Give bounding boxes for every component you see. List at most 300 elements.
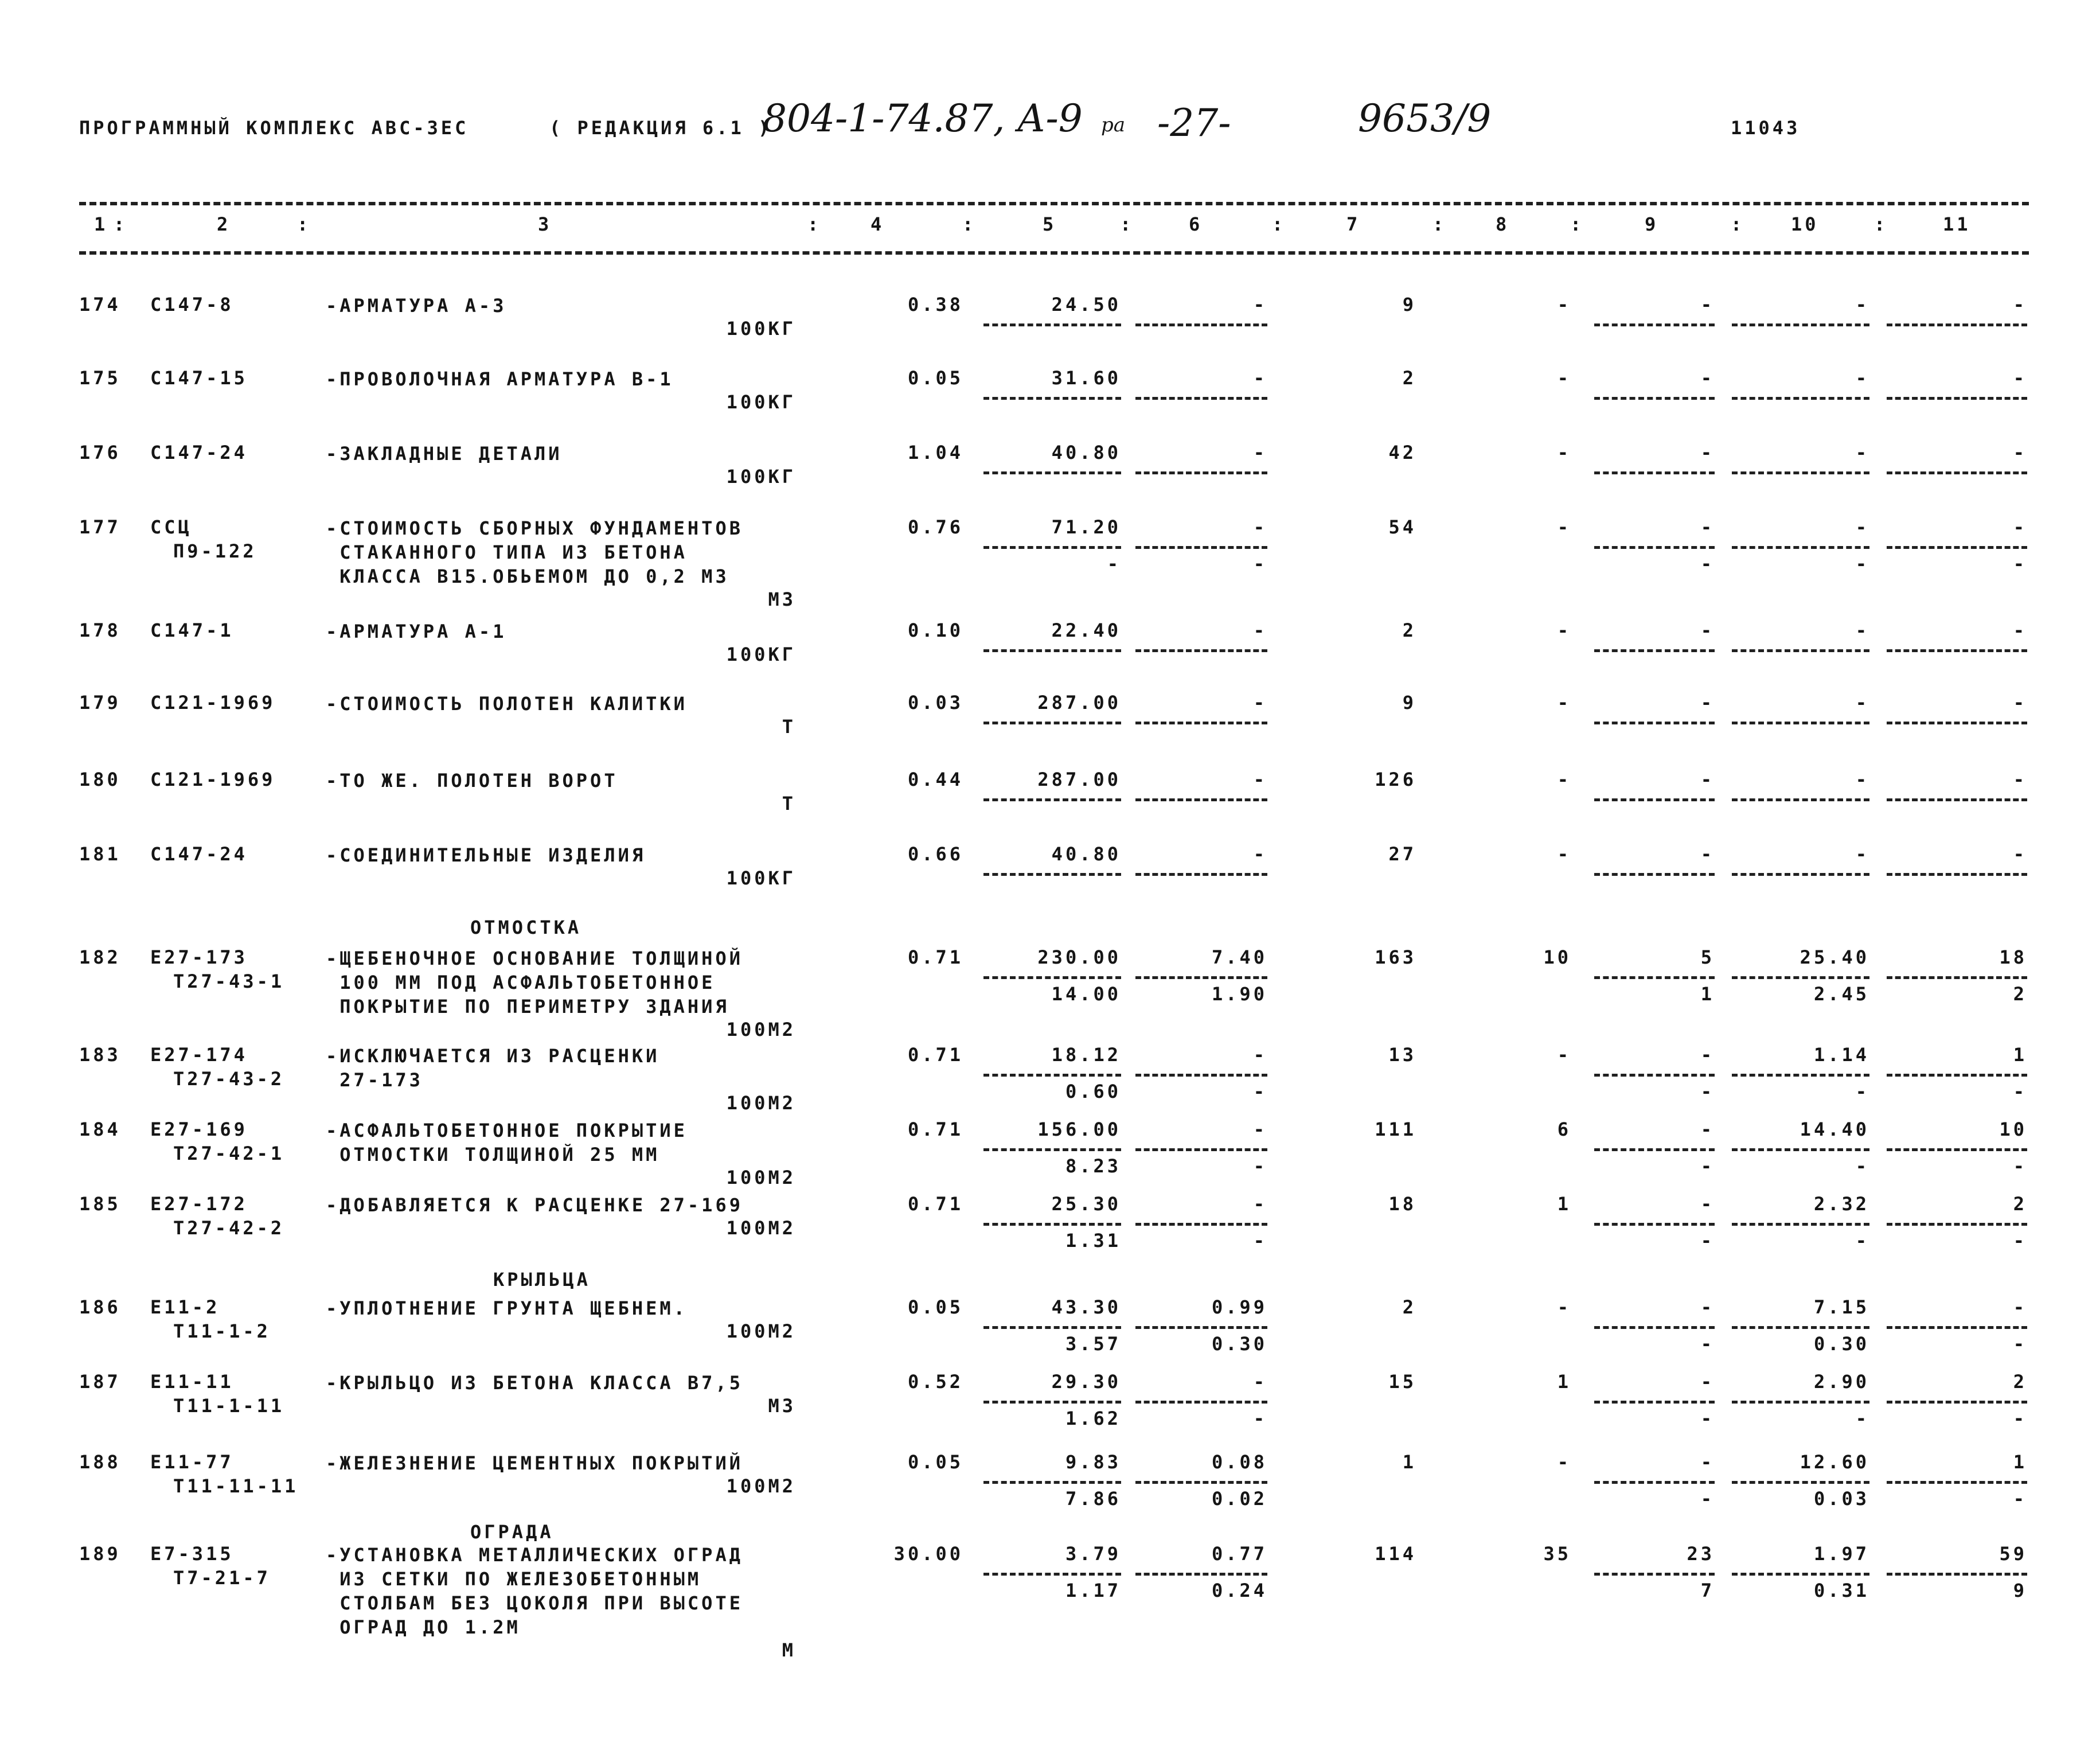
cell-divider [983, 649, 1121, 652]
labor-total-secondary: - [1700, 1408, 1715, 1429]
cell-divider [1732, 1573, 1869, 1576]
unit-cost-wages: 8.23 [1065, 1155, 1121, 1177]
column-header-7: 7 [1346, 213, 1361, 235]
rate-code-secondary: Т27-43-2 [173, 1068, 285, 1090]
unit-of-measure: 100М2 [726, 1167, 796, 1188]
unit-cost-machines: - [1253, 516, 1267, 538]
quantity: 1.04 [907, 442, 963, 463]
row-number: 187 [79, 1371, 121, 1393]
labor-costs-secondary: - [2013, 1333, 2027, 1355]
unit-cost-total: 22.40 [1051, 619, 1121, 641]
row-number: 176 [79, 442, 121, 463]
labor-total: 23 [1687, 1543, 1715, 1565]
cell-divider [1887, 1326, 2027, 1329]
table-row [0, 946, 2100, 1040]
unit-cost-wages: 14.00 [1051, 983, 1121, 1005]
wages-total: 35 [1543, 1543, 1571, 1565]
wages-total: 6 [1557, 1118, 1571, 1140]
wages-total: 1 [1557, 1193, 1571, 1215]
section-title-ograda: ОГРАДА [470, 1521, 554, 1543]
wages-total: 1 [1557, 1371, 1571, 1393]
table-row [0, 843, 2100, 912]
row-number: 174 [79, 294, 121, 315]
column-header-11: 11 [1943, 213, 1971, 235]
cell-divider [983, 323, 1121, 326]
unit-of-measure: М3 [768, 588, 796, 610]
cell-divider [1594, 1074, 1715, 1077]
labor-total: - [1700, 294, 1715, 315]
cell-divider [1732, 722, 1869, 724]
labor-per-unit-secondary: - [1855, 1155, 1869, 1177]
cell-divider [1887, 798, 2027, 801]
table-row [0, 1193, 2100, 1262]
rate-code: Е11-2 [150, 1296, 220, 1318]
labor-costs-secondary: 9 [2013, 1580, 2027, 1601]
rate-code: ССЦ [150, 516, 192, 538]
rate-code-secondary: П9-122 [173, 540, 257, 562]
cell-divider [1594, 1401, 1715, 1404]
table-row [0, 1371, 2100, 1440]
labor-total: - [1700, 1296, 1715, 1318]
cell-divider [1887, 323, 2027, 326]
section-title-otmostka: ОТМОСТКА [470, 917, 582, 938]
unit-of-measure: 100КГ [726, 867, 796, 889]
unit-of-measure: 100КГ [726, 466, 796, 488]
quantity: 0.71 [907, 1044, 963, 1066]
table-top-rule [79, 202, 2029, 205]
unit-cost-total: 29.30 [1051, 1371, 1121, 1393]
work-description: -ИСКЛЮЧАЕТСЯ ИЗ РАСЦЕНКИ 27-173 [326, 1045, 660, 1091]
labor-costs: - [2013, 692, 2027, 714]
cell-divider [1135, 1223, 1267, 1226]
rate-code-secondary: Т11-1-11 [173, 1395, 285, 1417]
handwritten-project-code: 804-1-74.87, А-9 [763, 96, 1083, 141]
table-row [0, 692, 2100, 761]
cell-divider [983, 1223, 1121, 1226]
cell-divider [1594, 323, 1715, 326]
unit-cost-machines: - [1253, 769, 1267, 790]
labor-total: - [1700, 1044, 1715, 1066]
rate-code: Е27-169 [150, 1118, 248, 1140]
labor-costs: 10 [1999, 1118, 2027, 1140]
unit-cost-total: 9.83 [1065, 1451, 1121, 1473]
total-cost: 27 [1388, 843, 1416, 865]
cell-divider [1732, 471, 1869, 474]
unit-cost-total: 287.00 [1037, 692, 1121, 714]
cell-divider [1594, 546, 1715, 549]
handwritten-note: ра [1101, 114, 1126, 137]
cell-divider [983, 1573, 1121, 1576]
work-description: -АСФАЛЬТОБЕТОННОЕ ПОКРЫТИЕ ОТМОСТКИ ТОЛЩИНОЙ 25 ММ [326, 1120, 688, 1165]
total-cost: 15 [1388, 1371, 1416, 1393]
cell-divider [1594, 1148, 1715, 1151]
column-header-2: 2 [217, 213, 231, 235]
unit-cost-total: 40.80 [1051, 442, 1121, 463]
cell-divider [1732, 1148, 1869, 1151]
rate-code-secondary: Т7-21-7 [173, 1567, 271, 1589]
labor-per-unit-secondary: 0.30 [1813, 1333, 1869, 1355]
total-cost: 18 [1388, 1193, 1416, 1215]
unit-of-measure: М [782, 1639, 796, 1661]
cell-divider [1594, 1326, 1715, 1329]
wages-total: - [1557, 1451, 1571, 1473]
column-number-header: 1 : 2 : 3 : 4 : 5 : 6 : 7 : 8 : 9 : 10 : 11 [94, 213, 1971, 235]
labor-total: - [1700, 442, 1715, 463]
labor-per-unit: - [1855, 442, 1869, 463]
labor-per-unit: 25.40 [1800, 946, 1869, 968]
rate-code-secondary: Т11-1-2 [173, 1320, 271, 1342]
table-row [0, 1118, 2100, 1187]
row-number: 181 [79, 843, 121, 865]
labor-costs-secondary: - [2013, 1408, 2027, 1429]
quantity: 0.71 [907, 1118, 963, 1140]
rate-code: Е27-172 [150, 1193, 248, 1215]
rate-code: С121-1969 [150, 692, 276, 714]
total-cost: 9 [1402, 692, 1416, 714]
cell-divider [1594, 722, 1715, 724]
rate-code: Е11-77 [150, 1451, 234, 1473]
labor-total-secondary: - [1700, 1081, 1715, 1102]
rate-code: Е27-174 [150, 1044, 248, 1066]
rate-code: Е27-173 [150, 946, 248, 968]
unit-cost-machine-wages: - [1253, 553, 1267, 575]
cell-divider [1887, 976, 2027, 979]
rate-code-secondary: Т27-42-2 [173, 1217, 285, 1239]
wages-total: - [1557, 1044, 1571, 1066]
labor-per-unit: - [1855, 769, 1869, 790]
unit-cost-machines: - [1253, 692, 1267, 714]
total-cost: 163 [1375, 946, 1416, 968]
section-title-krylca: КРЫЛЬЦА [493, 1269, 591, 1291]
quantity: 0.76 [907, 516, 963, 538]
column-header-1: 1 [94, 213, 108, 235]
cell-divider [983, 1401, 1121, 1404]
cell-divider [1135, 976, 1267, 979]
work-description: -ТО ЖЕ. ПОЛОТЕН ВОРОТ [326, 770, 618, 792]
labor-total: - [1700, 843, 1715, 865]
labor-costs-secondary: - [2013, 1081, 2027, 1102]
quantity: 0.38 [907, 294, 963, 315]
rate-code: Е7-315 [150, 1543, 234, 1565]
quantity: 0.71 [907, 1193, 963, 1215]
unit-cost-machine-wages: 1.90 [1211, 983, 1267, 1005]
wages-total: 10 [1543, 946, 1571, 968]
unit-cost-machine-wages: - [1253, 1408, 1267, 1429]
row-number: 182 [79, 946, 121, 968]
cell-divider [983, 397, 1121, 400]
rate-code-secondary: Т27-42-1 [173, 1143, 285, 1164]
labor-total-secondary: - [1700, 553, 1715, 575]
unit-cost-wages: 1.62 [1065, 1408, 1121, 1429]
labor-total: - [1700, 1193, 1715, 1215]
unit-of-measure: 100КГ [726, 318, 796, 340]
document-number: 11043 [1731, 117, 1801, 139]
row-number: 180 [79, 769, 121, 790]
total-cost: 9 [1402, 294, 1416, 315]
cell-divider [1732, 1326, 1869, 1329]
table-row [0, 294, 2100, 362]
cell-divider [1135, 649, 1267, 652]
cell-divider [1135, 323, 1267, 326]
cell-divider [1135, 1074, 1267, 1077]
unit-cost-total: 25.30 [1051, 1193, 1121, 1215]
total-cost: 111 [1375, 1118, 1416, 1140]
cell-divider [1732, 1401, 1869, 1404]
unit-cost-wages: - [1107, 553, 1121, 575]
labor-per-unit-secondary: - [1855, 1230, 1869, 1252]
table-row [0, 1044, 2100, 1113]
table-row [0, 1543, 2100, 1661]
edition-label: ( РЕДАКЦИЯ 6.1 ) [549, 117, 772, 139]
labor-per-unit-secondary: 0.31 [1813, 1580, 1869, 1601]
unit-cost-machines: - [1253, 294, 1267, 315]
total-cost: 13 [1388, 1044, 1416, 1066]
unit-cost-total: 156.00 [1037, 1118, 1121, 1140]
work-description: -ЩЕБЕНОЧНОЕ ОСНОВАНИЕ ТОЛЩИНОЙ 100 ММ ПОД АСФАЛЬТОБЕТОННОЕ ПОКРЫТИЕ ПО ПЕРИМЕТРУ ЗДАНИЯ [326, 948, 743, 1018]
page-number: -27- [1157, 101, 1231, 145]
row-number: 185 [79, 1193, 121, 1215]
total-cost: 2 [1402, 367, 1416, 389]
table-row [0, 619, 2100, 688]
work-description: -ЗАКЛАДНЫЕ ДЕТАЛИ [326, 443, 563, 465]
labor-costs: 2 [2013, 1371, 2027, 1393]
labor-per-unit: 7.15 [1813, 1296, 1869, 1318]
unit-cost-machine-wages: 0.02 [1211, 1488, 1267, 1510]
unit-cost-total: 40.80 [1051, 843, 1121, 865]
labor-total: - [1700, 367, 1715, 389]
cell-divider [1732, 873, 1869, 876]
wages-total: - [1557, 769, 1571, 790]
cell-divider [1135, 1573, 1267, 1576]
quantity: 0.03 [907, 692, 963, 714]
labor-per-unit: - [1855, 619, 1869, 641]
work-description: -ДОБАВЛЯЕТСЯ К РАСЦЕНКЕ 27-169 [326, 1194, 743, 1216]
total-cost: 1 [1402, 1451, 1416, 1473]
labor-per-unit: 2.90 [1813, 1371, 1869, 1393]
table-row [0, 442, 2100, 510]
labor-per-unit-secondary: - [1855, 553, 1869, 575]
unit-cost-machine-wages: - [1253, 1230, 1267, 1252]
quantity: 0.52 [907, 1371, 963, 1393]
cell-divider [983, 471, 1121, 474]
labor-costs: - [2013, 619, 2027, 641]
unit-cost-wages: 1.31 [1065, 1230, 1121, 1252]
column-header-10: 10 [1791, 213, 1819, 235]
cell-divider [1135, 873, 1267, 876]
cell-divider [1594, 873, 1715, 876]
wages-total: - [1557, 692, 1571, 714]
total-cost: 2 [1402, 619, 1416, 641]
cell-divider [1732, 798, 1869, 801]
unit-cost-total: 31.60 [1051, 367, 1121, 389]
unit-cost-machine-wages: 0.30 [1211, 1333, 1267, 1355]
cell-divider [1135, 1148, 1267, 1151]
table-header-rule [79, 251, 2029, 255]
labor-costs-secondary: 2 [2013, 983, 2027, 1005]
cell-divider [1135, 798, 1267, 801]
table-row [0, 769, 2100, 837]
wages-total: - [1557, 1296, 1571, 1318]
column-header-4: 4 [871, 213, 885, 235]
work-description: -КРЫЛЬЦО ИЗ БЕТОНА КЛАССА В7,5 [326, 1372, 743, 1394]
row-number: 186 [79, 1296, 121, 1318]
quantity: 0.05 [907, 1451, 963, 1473]
unit-cost-machines: 0.77 [1211, 1543, 1267, 1565]
cell-divider [1887, 471, 2027, 474]
labor-costs: - [2013, 367, 2027, 389]
labor-costs: 2 [2013, 1193, 2027, 1215]
cell-divider [1887, 1223, 2027, 1226]
total-cost: 42 [1388, 442, 1416, 463]
rate-code-secondary: Т27-43-1 [173, 970, 285, 992]
rate-code: С147-8 [150, 294, 234, 315]
cell-divider [983, 722, 1121, 724]
unit-cost-machines: - [1253, 843, 1267, 865]
table-row [0, 1451, 2100, 1520]
work-description: -АРМАТУРА А-1 [326, 621, 507, 642]
row-number: 179 [79, 692, 121, 714]
labor-per-unit-secondary: - [1855, 1408, 1869, 1429]
unit-cost-machines: - [1253, 442, 1267, 463]
cell-divider [1594, 798, 1715, 801]
work-description: -УПЛОТНЕНИЕ ГРУНТА ЩЕБНЕМ. [326, 1297, 688, 1319]
cell-divider [1594, 471, 1715, 474]
unit-cost-machine-wages: - [1253, 1081, 1267, 1102]
wages-total: - [1557, 367, 1571, 389]
total-cost: 114 [1375, 1543, 1416, 1565]
work-description: -УСТАНОВКА МЕТАЛЛИЧЕСКИХ ОГРАД ИЗ СЕТКИ ПО ЖЕЛЕЗОБЕТОННЫМ СТОЛБАМ БЕЗ ЦОКОЛЯ ПРИ ВЫСОТЕ ОГРАД ДО 1.2М [326, 1544, 743, 1638]
unit-of-measure: 100КГ [726, 644, 796, 665]
quantity: 0.10 [907, 619, 963, 641]
cell-divider [1594, 976, 1715, 979]
labor-total: - [1700, 619, 1715, 641]
labor-costs: - [2013, 294, 2027, 315]
cell-divider [1135, 546, 1267, 549]
cell-divider [1887, 649, 2027, 652]
labor-costs-secondary: - [2013, 1155, 2027, 1177]
unit-cost-total: 71.20 [1051, 516, 1121, 538]
unit-cost-total: 24.50 [1051, 294, 1121, 315]
wages-total: - [1557, 442, 1571, 463]
unit-cost-machines: 0.99 [1211, 1296, 1267, 1318]
cell-divider [983, 1148, 1121, 1151]
cell-divider [1732, 976, 1869, 979]
column-header-6: 6 [1189, 213, 1203, 235]
labor-costs: 1 [2013, 1451, 2027, 1473]
unit-cost-wages: 0.60 [1065, 1081, 1121, 1102]
labor-total-secondary: - [1700, 1488, 1715, 1510]
labor-per-unit: - [1855, 516, 1869, 538]
cell-divider [1135, 397, 1267, 400]
cell-divider [1135, 471, 1267, 474]
work-description: -СТОИМОСТЬ ПОЛОТЕН КАЛИТКИ [326, 693, 688, 715]
cell-divider [1732, 1074, 1869, 1077]
column-header-9: 9 [1645, 213, 1659, 235]
total-cost: 126 [1375, 769, 1416, 790]
quantity: 30.00 [893, 1543, 963, 1565]
unit-of-measure: 100КГ [726, 391, 796, 413]
labor-costs: - [2013, 843, 2027, 865]
unit-cost-wages: 1.17 [1065, 1580, 1121, 1601]
quantity: 0.05 [907, 367, 963, 389]
labor-per-unit: 2.32 [1813, 1193, 1869, 1215]
wages-total: - [1557, 294, 1571, 315]
labor-per-unit: 1.14 [1813, 1044, 1869, 1066]
unit-cost-machines: - [1253, 619, 1267, 641]
labor-per-unit: 1.97 [1813, 1543, 1869, 1565]
cell-divider [1732, 546, 1869, 549]
unit-cost-machines: 7.40 [1211, 946, 1267, 968]
unit-of-measure: 100М2 [726, 1019, 796, 1040]
cell-divider [1887, 873, 2027, 876]
labor-per-unit: - [1855, 294, 1869, 315]
cell-divider [983, 798, 1121, 801]
cell-divider [1594, 1573, 1715, 1576]
handwritten-archive-number: 9653/9 [1358, 96, 1492, 141]
unit-of-measure: 100М2 [726, 1320, 796, 1342]
work-description: -СТОИМОСТЬ СБОРНЫХ ФУНДАМЕНТОВ СТАКАННОГО ТИПА ИЗ БЕТОНА КЛАССА В15.ОБЬЕМОМ ДО 0,2 М3 [326, 517, 743, 587]
wages-total: - [1557, 843, 1571, 865]
rate-code: С121-1969 [150, 769, 276, 790]
total-cost: 2 [1402, 1296, 1416, 1318]
unit-of-measure: 100М2 [726, 1475, 796, 1497]
page-header [79, 96, 2058, 161]
labor-per-unit: - [1855, 692, 1869, 714]
cell-divider [983, 1326, 1121, 1329]
rate-code: Е11-11 [150, 1371, 234, 1393]
cell-divider [983, 873, 1121, 876]
row-number: 184 [79, 1118, 121, 1140]
table-row [0, 367, 2100, 436]
labor-costs-secondary: - [2013, 1488, 2027, 1510]
quantity: 0.44 [907, 769, 963, 790]
table-row [0, 1296, 2100, 1365]
unit-cost-total: 43.30 [1051, 1296, 1121, 1318]
cell-divider [1887, 1573, 2027, 1576]
labor-total-secondary: - [1700, 1333, 1715, 1355]
column-header-5: 5 [1043, 213, 1057, 235]
labor-total-secondary: - [1700, 1230, 1715, 1252]
labor-costs: - [2013, 1296, 2027, 1318]
work-description: -СОЕДИНИТЕЛЬНЫЕ ИЗДЕЛИЯ [326, 844, 646, 866]
labor-total-secondary: 1 [1700, 983, 1715, 1005]
unit-of-measure: М3 [768, 1395, 796, 1417]
cell-divider [1887, 546, 2027, 549]
cell-divider [1594, 649, 1715, 652]
cell-divider [1887, 397, 2027, 400]
labor-costs: 59 [1999, 1543, 2027, 1565]
rate-code: С147-1 [150, 619, 234, 641]
labor-costs: 1 [2013, 1044, 2027, 1066]
labor-per-unit: - [1855, 843, 1869, 865]
cell-divider [1887, 1148, 2027, 1151]
rate-code: С147-24 [150, 442, 248, 463]
quantity: 0.66 [907, 843, 963, 865]
cell-divider [1887, 1401, 2027, 1404]
unit-cost-machines: 0.08 [1211, 1451, 1267, 1473]
row-number: 188 [79, 1451, 121, 1473]
row-number: 183 [79, 1044, 121, 1066]
cell-divider [983, 546, 1121, 549]
unit-cost-machines: - [1253, 367, 1267, 389]
cell-divider [1135, 1326, 1267, 1329]
unit-cost-wages: 7.86 [1065, 1488, 1121, 1510]
cell-divider [1887, 1074, 2027, 1077]
labor-per-unit: 14.40 [1800, 1118, 1869, 1140]
unit-cost-total: 3.79 [1065, 1543, 1121, 1565]
row-number: 178 [79, 619, 121, 641]
labor-per-unit: - [1855, 367, 1869, 389]
